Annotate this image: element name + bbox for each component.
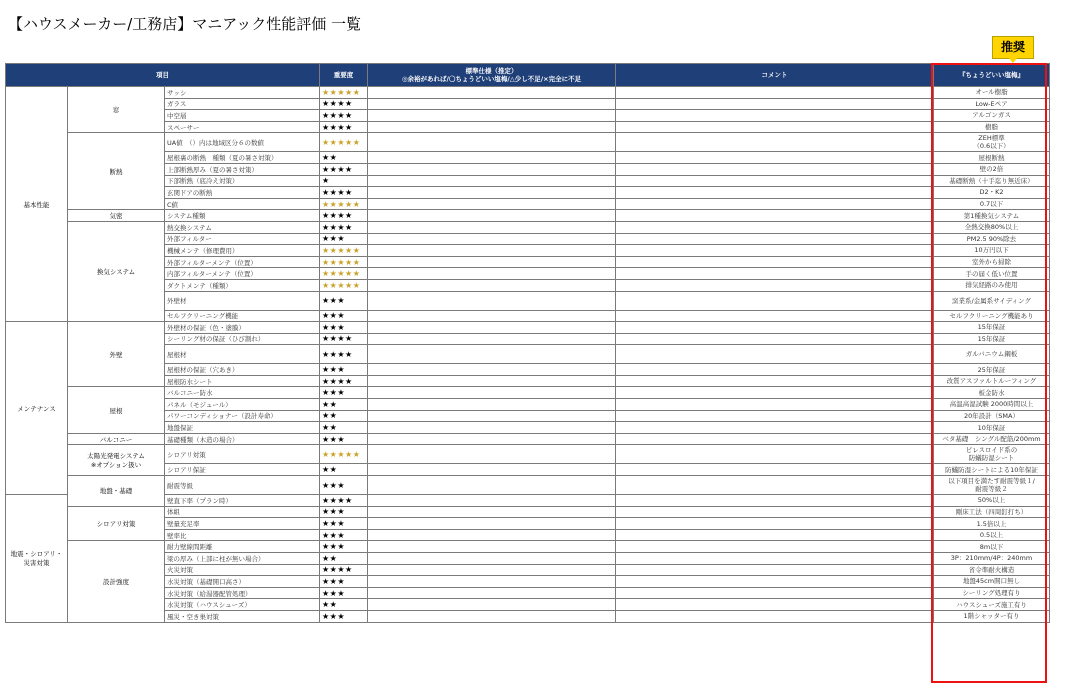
recommend-cell: ビレスロイド系の 防蟻防湿シート — [934, 445, 1050, 464]
spec-cell[interactable] — [368, 322, 616, 334]
spec-cell[interactable] — [368, 291, 616, 310]
spec-cell[interactable] — [368, 98, 616, 110]
spec-cell[interactable] — [368, 610, 616, 622]
recommend-cell: 板金防水 — [934, 387, 1050, 399]
comment-cell[interactable] — [616, 163, 934, 175]
spec-cell[interactable] — [368, 133, 616, 152]
recommend-cell: 排気経路のみ使用 — [934, 279, 1050, 291]
spec-cell[interactable] — [368, 345, 616, 364]
item-cell: 内部フィルターメンテ（位置） — [165, 268, 320, 280]
spec-cell[interactable] — [368, 506, 616, 518]
spec-cell[interactable] — [368, 464, 616, 476]
subgroup-cell: 断熱 — [68, 133, 165, 210]
spec-cell[interactable] — [368, 564, 616, 576]
recommend-cell: 8m以下 — [934, 541, 1050, 553]
recommend-cell: 改質アスファルトルーフィング — [934, 375, 1050, 387]
subgroup-cell: シロアリ対策 — [68, 506, 165, 541]
table-row — [6, 221, 1050, 233]
recommend-cell: 防蟻防湿シートによる10年保証 — [934, 464, 1050, 476]
item-cell: 屋根裏の断熱 種類（夏の暑さ対策） — [165, 152, 320, 164]
recommend-cell: 壁の2倍 — [934, 163, 1050, 175]
recommend-cell: 剛床工法（四周釘打ち） — [934, 506, 1050, 518]
importance-stars: ★★★ — [320, 310, 368, 322]
comment-cell[interactable] — [616, 599, 934, 611]
table-row — [6, 445, 1050, 464]
table-row — [6, 476, 1050, 495]
importance-stars: ★★★ — [320, 576, 368, 588]
category-cell: 地震・シロアリ・ 災害対策 — [6, 495, 68, 623]
item-cell: セルフクリーニング機能 — [165, 310, 320, 322]
recommend-cell: 15年保証 — [934, 333, 1050, 345]
comment-cell[interactable] — [616, 256, 934, 268]
subgroup-cell: 屋根 — [68, 387, 165, 433]
recommend-cell: 50%以上 — [934, 495, 1050, 507]
comment-cell[interactable] — [616, 279, 934, 291]
importance-stars: ★★★ — [320, 529, 368, 541]
importance-stars: ★★★ — [320, 476, 368, 495]
recommend-cell: アルゴンガス — [934, 110, 1050, 122]
header-spec: 標準仕様（推定） ◎余裕があれば/〇ちょうどいい塩梅/△少し不足/×完全に不足 — [368, 64, 616, 87]
spec-cell[interactable] — [368, 387, 616, 399]
item-cell: 風災・空き巣対策 — [165, 610, 320, 622]
recommend-cell: 地盤45cm開口無し — [934, 576, 1050, 588]
recommend-cell: ZEH標準 （0.6以下） — [934, 133, 1050, 152]
spec-cell[interactable] — [368, 587, 616, 599]
recommend-cell: オール樹脂 — [934, 87, 1050, 99]
comment-cell[interactable] — [616, 333, 934, 345]
table-row — [6, 322, 1050, 334]
importance-stars: ★★★★ — [320, 564, 368, 576]
importance-stars: ★★★★ — [320, 110, 368, 122]
item-cell: サッシ — [165, 87, 320, 99]
importance-stars: ★★ — [320, 464, 368, 476]
comment-cell[interactable] — [616, 410, 934, 422]
recommend-cell: 0.7以下 — [934, 198, 1050, 210]
importance-stars: ★★★★ — [320, 495, 368, 507]
spec-cell[interactable] — [368, 152, 616, 164]
item-cell: 体組 — [165, 506, 320, 518]
item-cell: 屋根材 — [165, 345, 320, 364]
subgroup-cell: 換気システム — [68, 221, 165, 321]
spec-cell[interactable] — [368, 210, 616, 222]
comment-cell[interactable] — [616, 245, 934, 257]
comment-cell[interactable] — [616, 387, 934, 399]
spec-cell[interactable] — [368, 476, 616, 495]
spec-cell[interactable] — [368, 433, 616, 445]
importance-stars: ★★★★ — [320, 98, 368, 110]
recommend-cell: ガルバニウム鋼板 — [934, 345, 1050, 364]
item-cell: 下部断熱（底冷え対策） — [165, 175, 320, 187]
item-cell: 水災対策（給湯器配管処理） — [165, 587, 320, 599]
header-item: 項目 — [6, 64, 320, 87]
recommend-cell: 全熱交換80%以上 — [934, 221, 1050, 233]
evaluation-table — [5, 63, 1050, 623]
page-title: 【ハウスメーカー/工務店】マニアック性能評価 一覧 — [8, 15, 362, 33]
importance-stars: ★★★★★ — [320, 445, 368, 464]
comment-cell[interactable] — [616, 121, 934, 133]
importance-stars: ★★★ — [320, 387, 368, 399]
importance-stars: ★★★★★ — [320, 133, 368, 152]
recommend-cell: 25年保証 — [934, 364, 1050, 376]
comment-cell[interactable] — [616, 464, 934, 476]
recommend-cell: 1.5倍以上 — [934, 518, 1050, 530]
importance-stars: ★★★ — [320, 587, 368, 599]
spec-cell[interactable] — [368, 310, 616, 322]
recommend-cell: PM2.5 90%除去 — [934, 233, 1050, 245]
importance-stars: ★★★ — [320, 541, 368, 553]
comment-cell[interactable] — [616, 564, 934, 576]
recommend-badge: 推奨 — [992, 36, 1034, 59]
importance-stars: ★★★★ — [320, 163, 368, 175]
header-recommend: 『ちょうどいい塩梅』 — [934, 64, 1050, 87]
importance-stars: ★★★★★ — [320, 198, 368, 210]
table-row — [6, 87, 1050, 99]
spec-cell[interactable] — [368, 529, 616, 541]
item-cell: 壁率比 — [165, 529, 320, 541]
spec-cell[interactable] — [368, 375, 616, 387]
comment-cell[interactable] — [616, 210, 934, 222]
spec-cell[interactable] — [368, 110, 616, 122]
comment-cell[interactable] — [616, 476, 934, 495]
item-cell: C値 — [165, 198, 320, 210]
spec-cell[interactable] — [368, 268, 616, 280]
subgroup-cell: 太陽光発電システム ※オプション扱い — [68, 445, 165, 476]
recommend-cell: シーリング処理有り — [934, 587, 1050, 599]
comment-cell[interactable] — [616, 187, 934, 199]
category-cell: 基本性能 — [6, 87, 68, 322]
item-cell: 梁の厚み（上部に柱が無い場合） — [165, 553, 320, 565]
item-cell: 耐震等級 — [165, 476, 320, 495]
importance-stars: ★★ — [320, 152, 368, 164]
importance-stars: ★★★ — [320, 433, 368, 445]
item-cell: 耐力壁線間距離 — [165, 541, 320, 553]
recommend-cell: 手の届く低い位置 — [934, 268, 1050, 280]
importance-stars: ★★★ — [320, 364, 368, 376]
comment-cell[interactable] — [616, 345, 934, 364]
spec-cell[interactable] — [368, 518, 616, 530]
item-cell: 外部フィルター — [165, 233, 320, 245]
importance-stars: ★★★ — [320, 518, 368, 530]
recommend-cell: 20年設計（SMA） — [934, 410, 1050, 422]
importance-stars: ★★★★★ — [320, 245, 368, 257]
item-cell: 基礎種類（木造の場合） — [165, 433, 320, 445]
spec-cell[interactable] — [368, 599, 616, 611]
importance-stars: ★★★★ — [320, 221, 368, 233]
item-cell: バルコニー防水 — [165, 387, 320, 399]
spec-cell[interactable] — [368, 364, 616, 376]
spec-cell[interactable] — [368, 198, 616, 210]
spec-cell[interactable] — [368, 256, 616, 268]
comment-cell[interactable] — [616, 576, 934, 588]
recommend-cell: 第1種換気システム — [934, 210, 1050, 222]
recommend-cell: 省令準耐火構造 — [934, 564, 1050, 576]
importance-stars: ★★ — [320, 599, 368, 611]
table-row — [6, 210, 1050, 222]
spec-cell[interactable] — [368, 553, 616, 565]
comment-cell[interactable] — [616, 152, 934, 164]
comment-cell[interactable] — [616, 87, 934, 99]
recommend-cell: Low-Eペア — [934, 98, 1050, 110]
importance-stars: ★★ — [320, 410, 368, 422]
comment-cell[interactable] — [616, 175, 934, 187]
item-cell: パワーコンディショナー（設計寿命） — [165, 410, 320, 422]
comment-cell[interactable] — [616, 610, 934, 622]
item-cell: スペーサー — [165, 121, 320, 133]
recommend-cell: ベタ基礎 シングル配筋/200mm — [934, 433, 1050, 445]
item-cell: 上部断熱厚み（夏の暑さ対策） — [165, 163, 320, 175]
table-row — [6, 541, 1050, 553]
item-cell: 外部フィルターメンテ（位置） — [165, 256, 320, 268]
importance-stars: ★★★★★ — [320, 256, 368, 268]
spec-cell[interactable] — [368, 279, 616, 291]
comment-cell[interactable] — [616, 322, 934, 334]
recommend-cell: 1階シャッター有り — [934, 610, 1050, 622]
spec-cell[interactable] — [368, 445, 616, 464]
item-cell: 玄関ドアの断熱 — [165, 187, 320, 199]
spec-cell[interactable] — [368, 187, 616, 199]
recommend-cell: 室外から掃除 — [934, 256, 1050, 268]
recommend-cell: 窯業系/金属系サイディング — [934, 291, 1050, 310]
subgroup-cell: バルコニー — [68, 433, 165, 445]
table-row — [6, 506, 1050, 518]
comment-cell[interactable] — [616, 518, 934, 530]
item-cell: システム種類 — [165, 210, 320, 222]
item-cell: 熱交換システム — [165, 221, 320, 233]
importance-stars: ★★★★★ — [320, 268, 368, 280]
importance-stars: ★★★ — [320, 322, 368, 334]
item-cell: 火災対策 — [165, 564, 320, 576]
spec-cell[interactable] — [368, 163, 616, 175]
spec-cell[interactable] — [368, 399, 616, 411]
comment-cell[interactable] — [616, 375, 934, 387]
item-cell: 外壁材の保証（色・塗膜） — [165, 322, 320, 334]
subgroup-cell: 地盤・基礎 — [68, 476, 165, 507]
spec-cell[interactable] — [368, 495, 616, 507]
importance-stars: ★★★★ — [320, 187, 368, 199]
comment-cell[interactable] — [616, 506, 934, 518]
comment-cell[interactable] — [616, 110, 934, 122]
item-cell: 屋根防水シート — [165, 375, 320, 387]
item-cell: シロアリ保証 — [165, 464, 320, 476]
spec-cell[interactable] — [368, 245, 616, 257]
table-row — [6, 133, 1050, 152]
comment-cell[interactable] — [616, 364, 934, 376]
comment-cell[interactable] — [616, 445, 934, 464]
importance-stars: ★★★★★ — [320, 87, 368, 99]
item-cell: 外壁材 — [165, 291, 320, 310]
comment-cell[interactable] — [616, 221, 934, 233]
comment-cell[interactable] — [616, 233, 934, 245]
spec-cell[interactable] — [368, 121, 616, 133]
item-cell: 中空層 — [165, 110, 320, 122]
spec-cell[interactable] — [368, 175, 616, 187]
item-cell: 屋根材の保証（穴あき） — [165, 364, 320, 376]
comment-cell[interactable] — [616, 268, 934, 280]
comment-cell[interactable] — [616, 422, 934, 434]
recommend-cell: 高温高湿試験 2000時間以上 — [934, 399, 1050, 411]
comment-cell[interactable] — [616, 310, 934, 322]
comment-cell[interactable] — [616, 198, 934, 210]
comment-cell[interactable] — [616, 553, 934, 565]
item-cell: 水災対策（ハウスシューズ） — [165, 599, 320, 611]
spec-cell[interactable] — [368, 233, 616, 245]
importance-stars: ★★★★ — [320, 121, 368, 133]
subgroup-cell: 外壁 — [68, 322, 165, 387]
header-comment: コメント — [616, 64, 934, 87]
importance-stars: ★★ — [320, 399, 368, 411]
spec-cell[interactable] — [368, 422, 616, 434]
recommend-cell: 樹脂 — [934, 121, 1050, 133]
subgroup-cell: 設計強度 — [68, 541, 165, 622]
importance-stars: ★★★★★ — [320, 279, 368, 291]
comment-cell[interactable] — [616, 433, 934, 445]
spec-cell[interactable] — [368, 221, 616, 233]
comment-cell[interactable] — [616, 529, 934, 541]
importance-stars: ★★★★ — [320, 375, 368, 387]
item-cell: 壁直下率（プラン時） — [165, 495, 320, 507]
item-cell: ダクトメンテ（種類） — [165, 279, 320, 291]
importance-stars: ★ — [320, 175, 368, 187]
importance-stars: ★★★ — [320, 610, 368, 622]
recommend-cell: 15年保証 — [934, 322, 1050, 334]
recommend-cell: 0.5以上 — [934, 529, 1050, 541]
recommend-cell: 10万円以下 — [934, 245, 1050, 257]
item-cell: シロアリ対策 — [165, 445, 320, 464]
importance-stars: ★★ — [320, 553, 368, 565]
comment-cell[interactable] — [616, 291, 934, 310]
importance-stars: ★★★ — [320, 291, 368, 310]
importance-stars: ★★★★ — [320, 345, 368, 364]
item-cell: 機械メンテ（修理費用） — [165, 245, 320, 257]
comment-cell[interactable] — [616, 133, 934, 152]
item-cell: ガラス — [165, 98, 320, 110]
comment-cell[interactable] — [616, 495, 934, 507]
spec-cell[interactable] — [368, 576, 616, 588]
recommend-cell: セルフクリーニング機能あり — [934, 310, 1050, 322]
comment-cell[interactable] — [616, 587, 934, 599]
importance-stars: ★★★★ — [320, 210, 368, 222]
item-cell: 地盤保証 — [165, 422, 320, 434]
recommend-cell: ハウスシューズ施工有り — [934, 599, 1050, 611]
importance-stars: ★★★ — [320, 506, 368, 518]
importance-stars: ★★★ — [320, 233, 368, 245]
item-cell: パネル（モジュール） — [165, 399, 320, 411]
table-row — [6, 433, 1050, 445]
subgroup-cell: 窓 — [68, 87, 165, 133]
recommend-cell: 基礎断熱（十手迄り無近床） — [934, 175, 1050, 187]
spec-cell[interactable] — [368, 541, 616, 553]
recommend-cell: D2・K2 — [934, 187, 1050, 199]
spec-cell[interactable] — [368, 410, 616, 422]
item-cell: 壁量充足率 — [165, 518, 320, 530]
recommend-cell: 10年保証 — [934, 422, 1050, 434]
header-importance: 重要度 — [320, 64, 368, 87]
recommend-cell: 3P：210mm/4P：240mm — [934, 553, 1050, 565]
subgroup-cell: 気密 — [68, 210, 165, 222]
recommend-cell: 屋根断熱 — [934, 152, 1050, 164]
table-row — [6, 387, 1050, 399]
item-cell: シーリング材の保証（ひび割れ） — [165, 333, 320, 345]
importance-stars: ★★★★ — [320, 333, 368, 345]
comment-cell[interactable] — [616, 98, 934, 110]
spec-cell[interactable] — [368, 87, 616, 99]
comment-cell[interactable] — [616, 541, 934, 553]
item-cell: 水災対策（基礎開口高さ） — [165, 576, 320, 588]
item-cell: UA値 （）内は地域区分６の数値 — [165, 133, 320, 152]
recommend-cell: 以下項目を満たす耐震等級１/ 耐震等級２ — [934, 476, 1050, 495]
category-cell: メンテナンス — [6, 322, 68, 495]
table-body — [6, 87, 1050, 623]
importance-stars: ★★ — [320, 422, 368, 434]
spec-cell[interactable] — [368, 333, 616, 345]
comment-cell[interactable] — [616, 399, 934, 411]
header-row — [6, 64, 1050, 87]
